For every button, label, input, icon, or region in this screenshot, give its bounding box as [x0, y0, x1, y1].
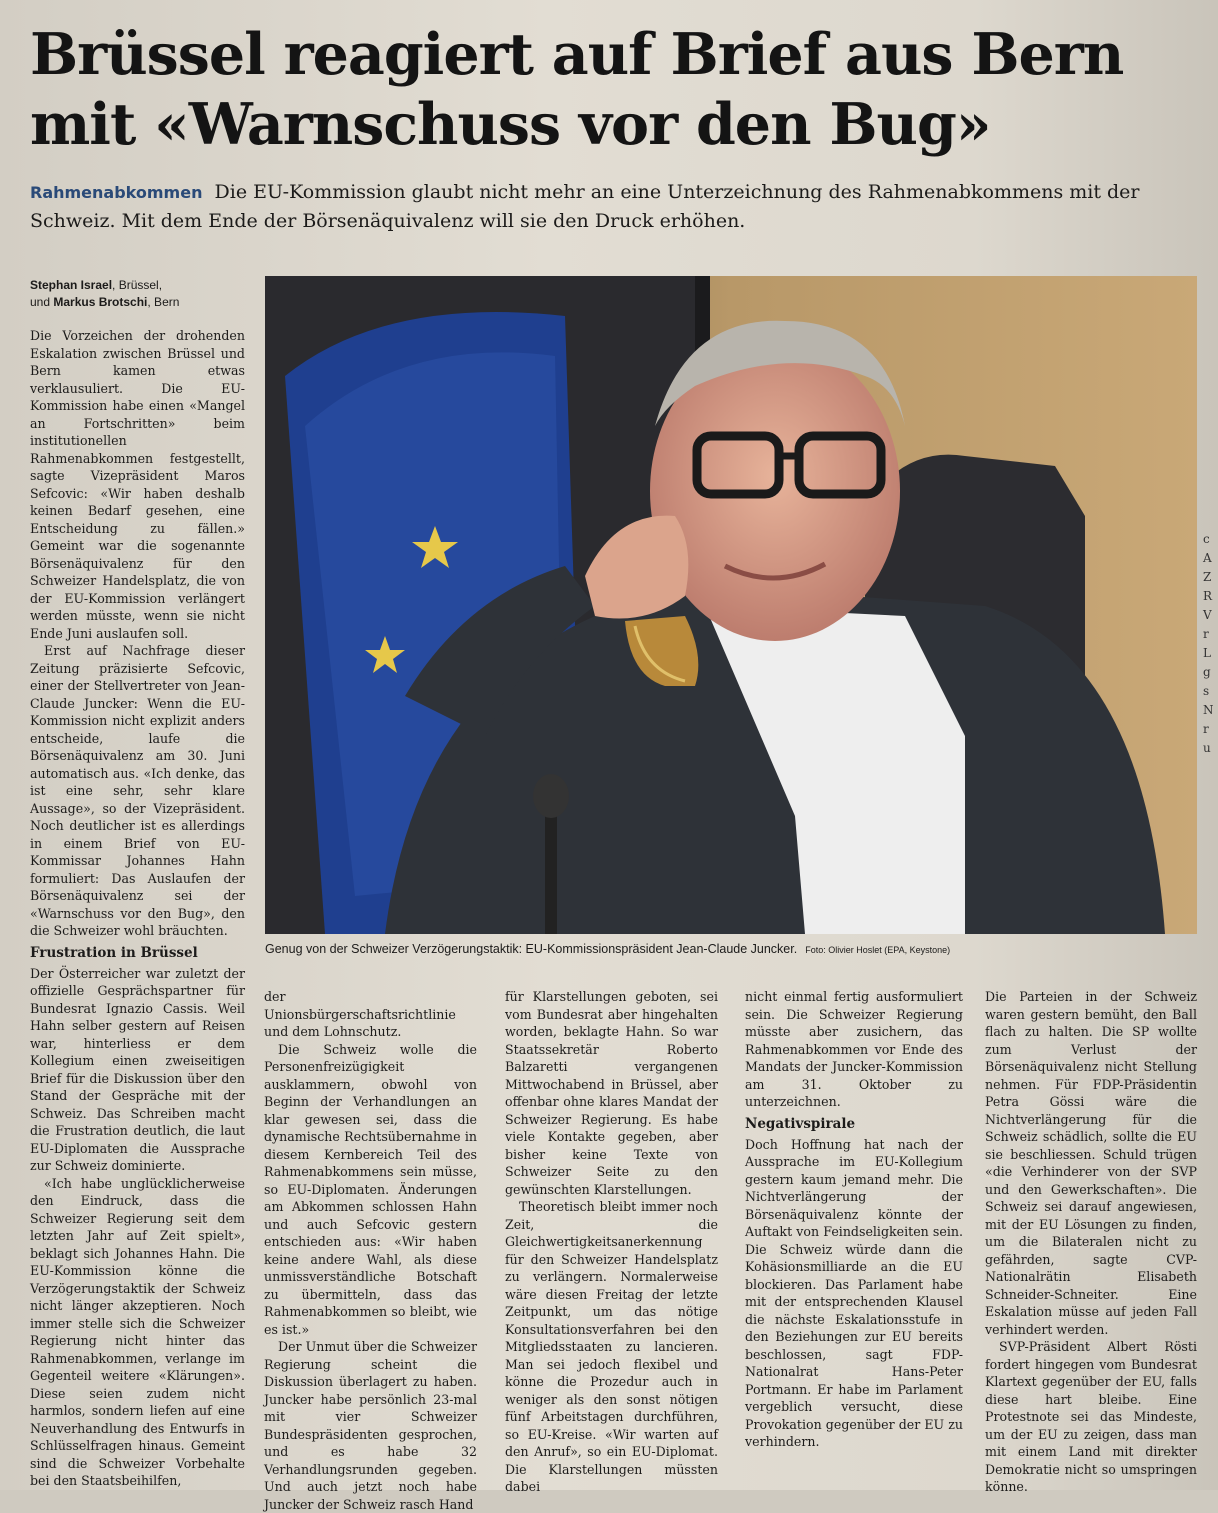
byline [30, 277, 250, 311]
paragraph: nicht einmal fertig ausformuliert sein. Die Schweizer Regierung müsste aber zusichern, das Rahmenabkommen vor Ende des Mandats der Juncker-Kommission am 31. Oktober zu unterzeichnen. [745, 989, 963, 1109]
edge-letter: c [1203, 532, 1210, 546]
edge-letter: V [1203, 608, 1212, 622]
photo-caption [265, 940, 1197, 959]
paragraph: Die Vorzeichen der drohenden Eskalation zwischen Brüssel und Bern kamen etwas verklausuliert. Die EU-Kommission habe einen «Mangel an Fortschritten» beim institutionellen Rahmenabkommen festgestellt, sagte Vizepräsident Maros Sefcovic: «Wir haben deshalb keinen Bedarf gesehen, eine Entscheidung zu fällen.» Gemeint war die sogenannte Börsenäquivalenz für den Schweizer Handelsplatz, die von der EU-Kommission verlängert werden müsste, wenn sie nicht Ende Juni auslaufen soll. [30, 328, 245, 641]
paragraph: Der Unmut über die Schweizer Regierung scheint die Diskussion überlagert zu haben. Juncker habe persönlich 23-mal mit vier Schweizer Bundespräsidenten gesprochen, und es habe 32 Verhandlungsrunden gegeben. Und auch jetzt noch habe Juncker der Schweiz rasch Hand [264, 1339, 477, 1512]
edge-letter: u [1203, 741, 1211, 755]
neighbouring-column-fragment [1203, 530, 1218, 830]
paragraph: «Ich habe unglücklicherweise den Eindruck, dass die Schweizer Regierung seit dem letzten Jahr auf Zeit spielt», beklagt sich Johannes Hahn. Die EU-Kommission könne die Verzögerungstaktik der Schweiz nicht länger akzeptieren. Noch immer stelle sich die Schweizer Regierung nicht hinter das Rahmenabkommen, verlange im Gegenteil weitere «Klärungen». Diese seien zudem nicht harmlos, sondern liefen auf eine Neuverhandlung des Entwurfs in Schlüsselfragen hinaus. Gemeint sind die Schweizer Vorbehalte bei den Staatsbeihilfen, [30, 1175, 245, 1488]
subheading: Frustration in Brüssel [30, 944, 198, 961]
caption-text: Genug von der Schweizer Verzögerungstaktik: EU-Kommissionspräsident Jean-Claude Juncker. [265, 942, 798, 956]
author-name: Markus Brotschi [53, 295, 148, 309]
paragraph: Der Österreicher war zuletzt der offizielle Gesprächspartner für Bundesrat Ignazio Cassis. Weil Hahn selber gestern auf Reisen war, hinterliess er dem Kollegium einen zweiseitigen Brief für die Diskussion über den Stand der Gespräche mit der Schweiz. Das Schreiben macht die Frustration deutlich, die laut EU-Diplomaten die Aussprache zur Schweiz dominierte. [30, 965, 245, 1173]
edge-letter: r [1203, 722, 1209, 736]
edge-letter: g [1203, 665, 1211, 679]
article-column-3 [505, 988, 718, 1496]
edge-letter: r [1203, 627, 1209, 641]
byline-conjunction: und [30, 295, 54, 309]
edge-letter: Z [1203, 570, 1212, 584]
paragraph: Die Schweiz wolle die Personenfreizügigkeit ausklammern, obwohl von Beginn der Verhandlungen an klar gewesen sei, dass die dynamische Rechtsübernahme in diesem Kernbereich Teil des Rahmenabkommens sein müsse, so EU-Diplomaten. Änderungen am Abkommen schlossen Hahn und auch Sefcovic gestern entschieden aus: «Wir haben keine andere Wahl, als diese unmissverständliche Botschaft zu übermitteln, dass das Rahmenabkommen so bleibt, wie es ist.» [264, 1041, 477, 1337]
edge-letter: A [1203, 551, 1212, 565]
paragraph: für Klarstellungen geboten, sei vom Bundesrat aber hingehalten worden, beklagte Hahn. So war Staatssekretär Roberto Balzaretti vergangenen Mittwochabend in Brüssel, aber offenbar ohne klares Mandat der Schweizer Regierung. Es habe viele Kontakte gegeben, aber bisher keine Texte von Schweizer Seite zu den gewünschten Klarstellungen. [505, 989, 718, 1197]
edge-letter: N [1203, 703, 1214, 717]
lead-text: Die EU-Kommission glaubt nicht mehr an eine Unterzeichnung des Rahmenabkommens mit der Schweiz. Mit dem Ende der Börsenäquivalenz will sie den Druck erhöhen. [30, 181, 1140, 232]
photo-credit: Foto: Olivier Hoslet (EPA, Keystone) [805, 945, 951, 955]
paragraph: Erst auf Nachfrage dieser Zeitung präzisierte Sefcovic, einer der Stellvertreter von Jean-Claude Juncker: Wenn die EU-Kommission nicht explizit anders entscheide, laufe die Börsenäquivalenz am 30. Juni automatisch aus. «Ich denke, das ist eine sehr, sehr klare Aussage», so der Vizepräsident. Noch deutlicher ist es allerdings in einem Brief von EU-Kommissar Johannes Hahn formuliert: Das Auslaufen der Börsenäquivalenz sei der «Warnschuss vor den Bug», den die Schweizer wohl bräuchten. [30, 643, 245, 938]
subheading: Negativspirale [745, 1115, 856, 1132]
article-photo [265, 276, 1197, 934]
article-column-2 [264, 988, 477, 1513]
paragraph: Die Parteien in der Schweiz waren gestern bemüht, den Ball flach zu halten. Die SP wollte zum Verlust der Börsenäquivalenz nicht Stellung nehmen. Für FDP-Präsidentin Petra Gössi wäre die Nichtverlängerung für die Schweiz schädlich, sollte die EU sie beschliessen. Schuld trügen «die Verhinderer von der SVP und den Gewerkschaften». Die Schweiz sei darauf angewiesen, mit der EU Lösungen zu finden, um die Bilateralen nicht zu gefährden, sagte CVP-Nationalrätin Elisabeth Schneider-Schneiter. Eine Eskalation müsse auf jeden Fall verhindert werden. [985, 989, 1197, 1337]
edge-letter: R [1203, 589, 1213, 603]
article-column-5 [985, 988, 1197, 1496]
photo-illustration [265, 276, 1197, 934]
edge-letter: L [1203, 646, 1211, 660]
headline: Brüssel reagiert auf Brief aus Bern mit «Warnschuss vor den Bug» [30, 21, 1124, 158]
paragraph: SVP-Präsident Albert Rösti fordert hingegen vom Bundesrat Klartext gegenüber der EU, falls diese hart bleibe. Eine Protestnote sei das Mindeste, um der EU zu zeigen, dass man mit einem Land mit direkter Demokratie nicht so umspringen könne. [985, 1339, 1197, 1494]
author-name: Stephan Israel [30, 278, 113, 292]
kicker: Rahmenabkommen [30, 183, 203, 202]
paragraph: Theoretisch bleibt immer noch Zeit, die Gleichwertigkeitsanerkennung für den Schweizer Handelsplatz zu verlängern. Normalerweise wäre diesen Freitag der letzte Zeitpunkt, um das nötige Konsultationsverfahren bei den Mitgliedsstaaten zu lancieren. Man sei jedoch flexibel und könne die Prozedur auch in weniger als den sonst nötigen fünf Arbeitstagen durchführen, so EU-Kreise. «Wir warten auf den Anruf», so ein EU-Diplomat. Die Klarstellungen müssten dabei [505, 1199, 718, 1494]
edge-letter: s [1203, 684, 1210, 698]
article-column-4 [745, 988, 963, 1451]
author-location: , Bern [147, 295, 180, 309]
paragraph: der Unionsbürgerschaftsrichtlinie und dem Lohnschutz. [264, 989, 456, 1039]
author-location: , Brüssel, [112, 278, 163, 292]
paragraph: Doch Hoffnung hat nach der Aussprache im EU-Kollegium gestern kaum jemand mehr. Die Nichtverlängerung der Börsenäquivalenz könnte der Auftakt von Feindseligkeiten sein. Die Schweiz würde dann die Kohäsionsmilliarde an die EU blockieren. Das Parlament habe mit der entsprechenden Klausel die nächste Eskalationsstufe in den Beziehungen zur EU bereits beschlossen, sagt FDP-Nationalrat Hans-Peter Portmann. Er habe im Parlament vergeblich versucht, diese Provokation gegenüber der EU zu verhindern. [745, 1136, 963, 1449]
lead-paragraph [30, 178, 1150, 235]
article-column-1 [30, 327, 245, 1490]
